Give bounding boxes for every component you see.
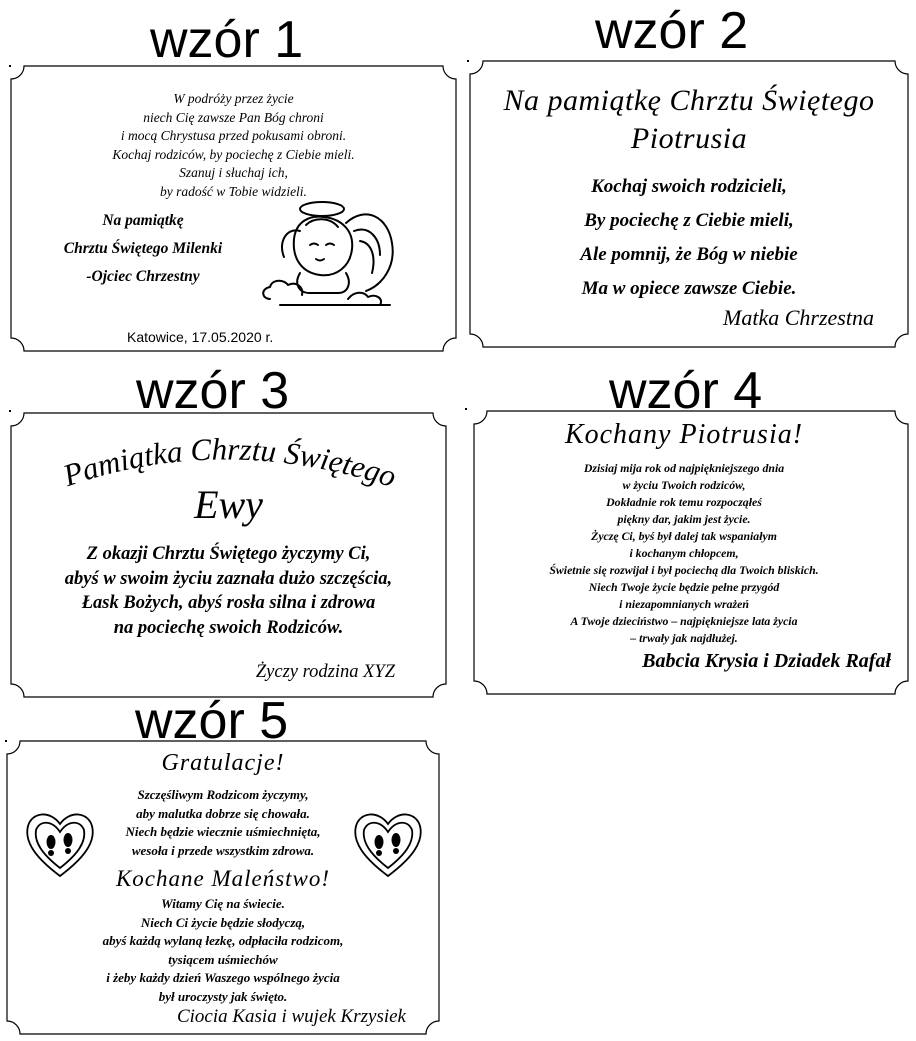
dedication-line: -Ojciec Chrzestny (86, 268, 200, 285)
body-line: Niech Twoje życie będzie pełne przygód (588, 580, 780, 594)
body-line: abyś każdą wylaną łezkę, odpłaciła rodzicom, (102, 933, 344, 948)
plaque-wzor-3 (10, 412, 447, 698)
poem-line: by radość w Tobie widzieli. (160, 183, 307, 199)
body-line: Życzę Ci, byś był dalej tak wspaniałym (591, 529, 777, 543)
body (459, 460, 909, 647)
body-line: i kochanym chłopcem, (629, 546, 739, 560)
signature: Życzy rodzina XYZ (255, 662, 395, 682)
heading-wzor-3: wzór 3 (136, 362, 290, 420)
body-line: piękny dar, jakim jest życie. (617, 512, 751, 526)
body-line: Witamy Cię na świecie. (161, 896, 285, 911)
signature: Babcia Krysia i Dziadek Rafał (642, 650, 891, 672)
body-line: był uroczysty jak święto. (158, 988, 288, 1004)
plaque-wzor-1 (10, 65, 457, 352)
body-line: Niech będzie wiecznie uśmiechnięta, (125, 824, 321, 839)
body-line: i żeby każdy dzień Waszego wspólnego życia (106, 970, 340, 985)
footer-place-date: Katowice, 17.05.2020 r. (127, 329, 274, 345)
title-arc: Pamiątka Chrztu Świętego (58, 431, 401, 494)
poem-line: Kochaj swoich rodzicieli, (591, 176, 787, 197)
signature: Ciocia Kasia i wujek Krzysiek (176, 1006, 406, 1027)
body-line: tysiącem uśmiechów (168, 951, 278, 967)
body-line: aby malutka dobrze się chowała. (136, 805, 310, 821)
poem-line: Ale pomnij, że Bóg w niebie (580, 244, 798, 265)
plaque-wzor-2 (469, 60, 909, 348)
body-line: Z okazji Chrztu Świętego życzymy Ci, (86, 544, 371, 564)
heading-wzor-5: wzór 5 (135, 692, 289, 750)
name: Ewy (194, 482, 263, 527)
dedication-line: Chrztu Świętego Milenki (63, 240, 223, 257)
heart-footprints-icon (350, 808, 426, 880)
angel-icon (250, 195, 410, 307)
corner-dot (465, 408, 467, 410)
body-line: Szczęśliwym Rodzicom życzymy, (137, 787, 309, 802)
plaque-wzor-5 (6, 740, 440, 1035)
subtitle: Kochane Maleństwo! (115, 866, 331, 891)
poem-line: Ma w opiece zawsze Ciebie. (581, 278, 797, 299)
body-line: i niezapomnianych wrażeń (619, 597, 749, 611)
dedication-line: Na pamiątkę (102, 212, 184, 229)
poem-line: By pociechę z Ciebie mieli, (584, 210, 794, 231)
poem-line: Kochaj rodziców, by pociechę z Ciebie mieli. (112, 146, 355, 162)
body-line: A Twoje dzieciństwo – najpiękniejsze lata życia (570, 614, 798, 628)
signature: Matka Chrzestna (723, 305, 874, 330)
body-line: Świetnie się rozwijał i był pociechą dla Twoich bliskich. (549, 563, 819, 577)
heart-footprints-icon (22, 808, 98, 880)
body (10, 542, 447, 640)
body-line: abyś w swoim życiu zaznała dużo szczęścia, (64, 568, 393, 589)
title: Gratulacje! (161, 750, 285, 776)
dedication (38, 207, 248, 291)
body-line: na pociechę swoich Rodziców. (113, 617, 344, 638)
heading-wzor-1: wzór 1 (150, 11, 304, 69)
title: Kochany Piotrusia! (564, 419, 804, 450)
poem-line: Szanuj i słuchaj ich, (179, 165, 288, 180)
body-line: w życiu Twoich rodziców, (622, 478, 746, 492)
plaque-wzor-4 (473, 410, 909, 695)
heading-wzor-4: wzór 4 (609, 362, 763, 420)
heading-wzor-2: wzór 2 (595, 2, 749, 60)
body-line: Niech Ci życie będzie słodyczą, (140, 914, 306, 930)
body-line: Dokładnie rok temu rozpocząłeś (606, 495, 762, 509)
body-line: – trwały jak najdłużej. (630, 631, 738, 645)
title-line: Na pamiątkę Chrztu Świętego (503, 84, 875, 117)
body-line: Łask Bożych, abyś rosła silna i zdrowa (81, 593, 376, 613)
poem-line: i mocą Chrystusa przed pokusami obroni. (120, 128, 347, 143)
poem (469, 170, 909, 306)
body-line: wesoła i przede wszystkim zdrowa. (131, 842, 315, 858)
title (469, 82, 909, 158)
poem (10, 90, 457, 201)
body-line: Dzisiaj mija rok od najpiękniejszego dnia (583, 461, 785, 475)
title-line: Piotrusia (630, 122, 748, 155)
poem-line: niech Cię zawsze Pan Bóg chroni (143, 109, 324, 125)
body-2 (6, 895, 440, 1006)
poem-line: W podróży przez życie (173, 91, 294, 106)
